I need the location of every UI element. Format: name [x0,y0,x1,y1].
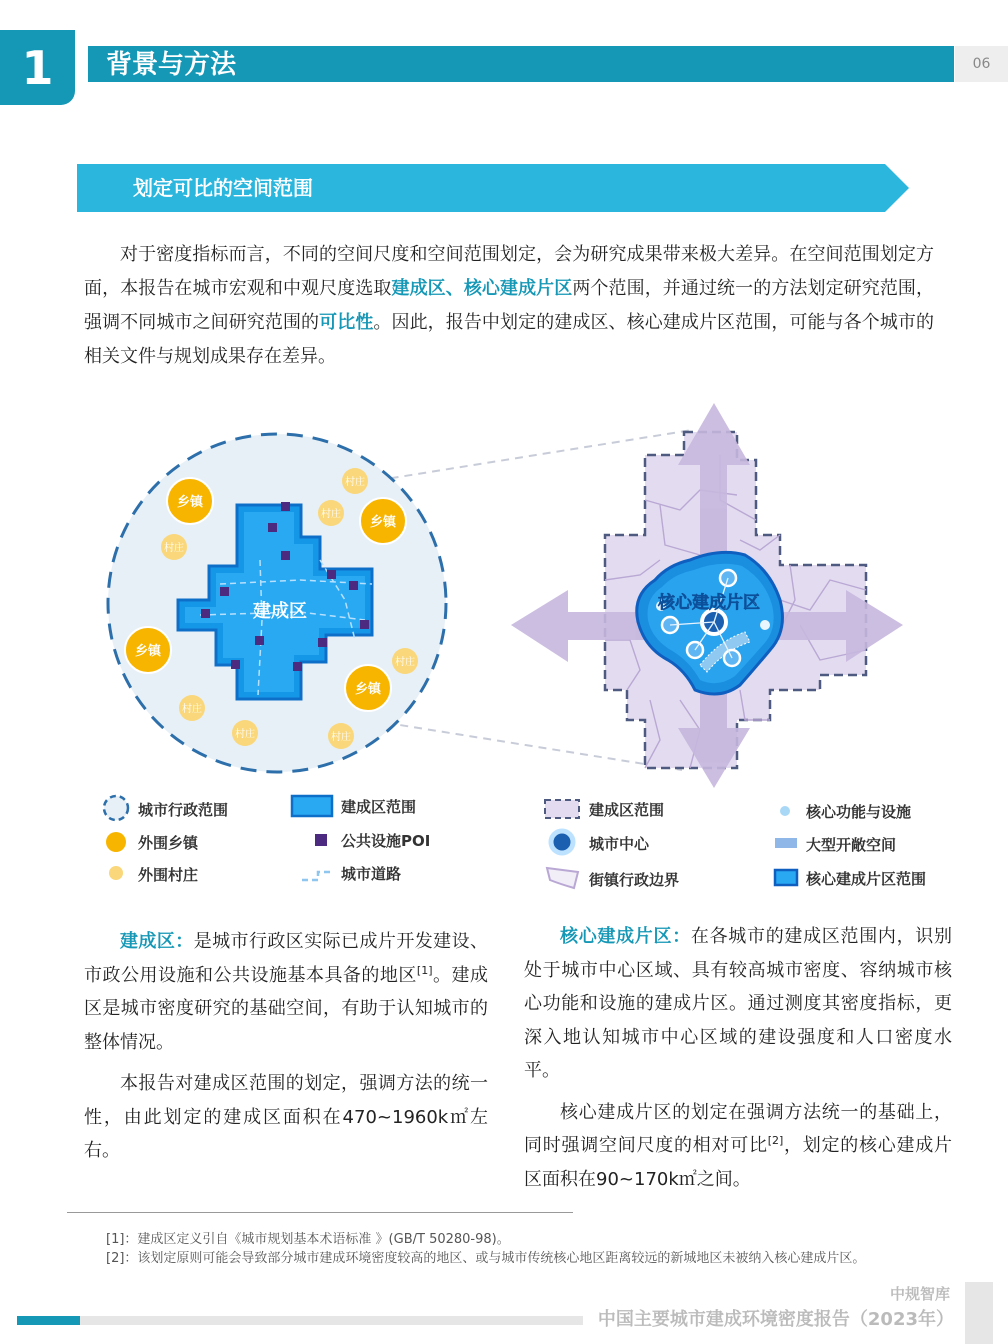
footnote-ref: [2] [767,1134,784,1147]
svg-text:外围村庄: 外围村庄 [138,866,199,884]
legend-town-icon [106,832,126,852]
footnote-ref: [1] [416,963,433,977]
intro-paragraph [84,238,934,374]
svg-text:村庄: 村庄 [164,543,184,554]
svg-text:村庄: 村庄 [345,477,365,488]
footnotes [106,1230,865,1268]
svg-text:乡镇: 乡镇 [354,682,382,697]
legend-admin-icon [104,796,128,820]
legend-village-icon [109,866,123,880]
chapter-title: 背景与方法 [106,50,237,80]
intro-text: 两个范围，并通过统一的方法划定研究范围，强调不同城市之间研究范围的 [84,278,935,333]
svg-text:村庄: 村庄 [331,732,351,743]
intro-highlight: 建成区、核心建成片区 [391,278,573,299]
footer-report-title: 中国主要城市建成环境密度报告（2023年） [597,1309,954,1330]
footer-accent-bar [17,1316,80,1325]
svg-text:大型开敞空间: 大型开敞空间 [806,836,897,854]
built-up-label: 建成区 [253,601,307,622]
legend-built-boundary-icon [545,800,579,818]
legend-center-icon [551,831,573,853]
right-diagram [511,403,903,788]
svg-text:乡镇: 乡镇 [369,515,397,530]
legend-built-icon [292,796,332,816]
legend-street-icon [547,868,578,888]
spatial-scope-diagram [0,395,1008,900]
term-core-area: 核心建成片区： [560,926,691,947]
built-up-definition: 建成区：是城市行政区实际已成片开发建设、市政公用设施和公共设施基本具备的地区[1]。建成区是城市密度研究的基础空间，有助于认知城市的整体情况。 本报告对建成区范围的划定，强调方法的统一性，由此划定的建成区面积在470~1960k㎡左右。 [84,925,488,1168]
core-area-definition: 核心建成片区：在各城市的建成区范围内，识别处于城市中心区域、具有较高城市密度、容纳城市核心功能和设施的建成片区。通过测度其密度指标，更深入地认知城市中心区域的建设强度和人口密度水平。 核心建成片区的划定在强调方法统一的基础上，同时强调空间尺度的相对可比[2]，划定的核心建成片区面积在90~170k㎡之间。 [524,926,953,1190]
legend-road-icon [302,872,334,880]
legend-right [545,800,926,889]
svg-text:街镇行政边界: 街镇行政边界 [589,871,680,889]
footer-bar [80,1316,583,1325]
svg-text:外围乡镇: 外围乡镇 [138,834,199,852]
svg-text:建成区范围: 建成区范围 [341,798,417,816]
legend-open-space-icon [775,838,797,848]
left-diagram [108,434,446,772]
core-area-label: 核心建成片区 [658,593,760,613]
svg-text:核心建成片区范围: 核心建成片区范围 [806,870,927,888]
svg-text:公共设施POI: 公共设施POI [341,832,431,850]
svg-text:城市行政范围: 城市行政范围 [138,801,229,819]
intro-text: 对于密度指标而言，不同的空间尺度和空间范围划定，会为研究成果带来极大差异。在空间范围划定方面，本报告在城市宏观和中观尺度选取 [84,244,934,299]
intro-highlight: 可比性 [319,312,374,333]
svg-text:核心功能与设施: 核心功能与设施 [806,803,912,821]
svg-text:建成区范围: 建成区范围 [589,801,665,819]
svg-text:城市道路: 城市道路 [341,865,402,883]
svg-text:城市中心: 城市中心 [589,835,650,853]
svg-text:乡镇: 乡镇 [134,644,162,659]
footer-brand: 中规智库 [889,1285,950,1303]
term-built-up: 建成区： [120,931,194,952]
svg-text:村庄: 村庄 [182,704,202,715]
intro-text: 。因此，报告中划定的建成区、核心建成片区范围，可能与各个城市的相关文件与规划成果存在差异。 [84,312,935,367]
section-title: 划定可比的空间范围 [133,176,313,200]
footnote-2: [2]：该划定原则可能会导致部分城市建成环境密度较高的地区、或与城市传统核心地区距离较远的新城地区未被纳入核心建成片区。 [106,1251,866,1266]
svg-text:乡镇: 乡镇 [176,495,204,510]
footnote-1: [1]：建成区定义引自《城市规划基本术语标准 》(GB/T 50280-98)。 [106,1232,510,1247]
page-number: 06 [955,46,1008,82]
footnote-divider [67,1212,573,1213]
legend-left [104,796,430,884]
built-up-method: 本报告对建成区范围的划定，强调方法的统一性，由此划定的建成区面积在470~1960k㎡左右。 [84,1073,488,1161]
footer-side-block [965,1282,993,1344]
legend-facility-icon [780,806,790,816]
svg-text:村庄: 村庄 [235,729,255,740]
legend-poi-icon [315,834,327,846]
legend-core-area-icon [775,870,797,885]
svg-text:村庄: 村庄 [395,657,415,668]
svg-text:村庄: 村庄 [321,509,341,520]
chapter-number: 1 [0,30,75,105]
